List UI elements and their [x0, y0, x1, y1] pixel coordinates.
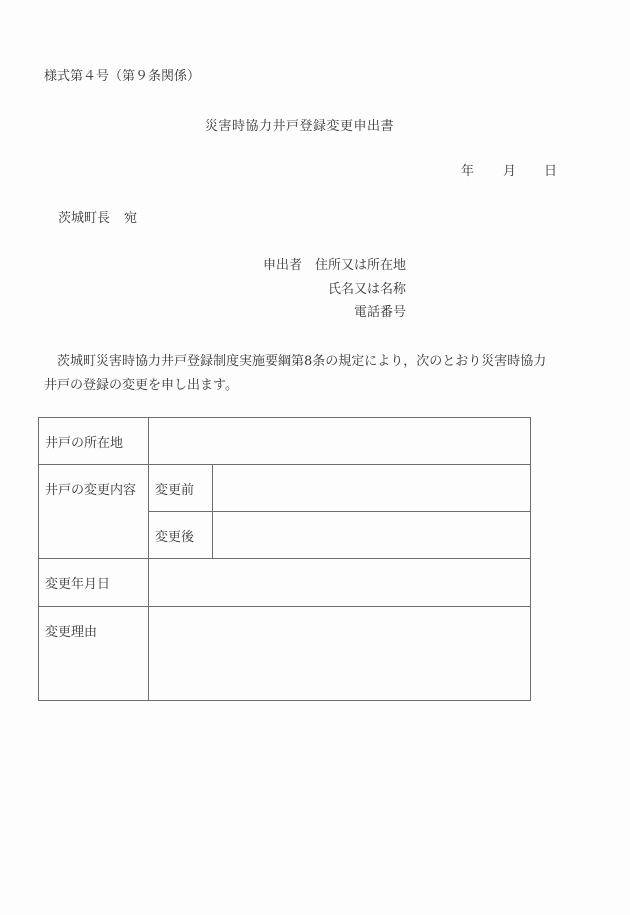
date-day-label: 日	[544, 164, 558, 179]
date-month-label: 月	[503, 164, 517, 179]
body-paragraph: 茨城町災害時協力井戸登録制度実施要綱第8条の規定により，次のとおり災害時協力井戸の登録の変更を申し出ます。	[44, 354, 547, 393]
location-value-field[interactable]	[149, 418, 531, 465]
after-value-field[interactable]	[213, 512, 531, 559]
before-value-field[interactable]	[213, 465, 531, 512]
addressee-name: 茨城町長	[58, 211, 111, 226]
table-row-change-reason	[39, 607, 531, 701]
form-number: 様式第４号（第９条関係）	[44, 69, 201, 84]
applicant-name-label: 氏名又は名称	[327, 282, 406, 297]
date-line	[461, 165, 557, 178]
change-date-value-field[interactable]	[149, 559, 531, 607]
location-label: 井戸の所在地	[39, 418, 149, 465]
date-year-label: 年	[461, 164, 475, 179]
after-label: 変更後	[149, 512, 213, 559]
addressee-suffix: 宛	[124, 211, 138, 226]
applicant-address-line	[263, 259, 406, 272]
change-content-label: 井戸の変更内容	[39, 465, 149, 559]
table-row-location	[39, 418, 531, 465]
table-row-change-date	[39, 559, 531, 607]
change-reason-value-field[interactable]	[149, 607, 531, 701]
applicant-label: 申出者	[262, 258, 302, 273]
applicant-phone-label: 電話番号	[353, 305, 406, 320]
before-label: 変更前	[149, 465, 213, 512]
table-row-change-before	[39, 465, 531, 512]
change-reason-label: 変更理由	[39, 607, 149, 701]
applicant-address-label: 住所又は所在地	[314, 258, 406, 273]
document-title: 災害時協力井戸登録変更申出書	[205, 119, 395, 134]
change-date-label: 変更年月日	[39, 559, 149, 607]
addressee	[58, 212, 137, 225]
change-details-table	[38, 417, 531, 701]
